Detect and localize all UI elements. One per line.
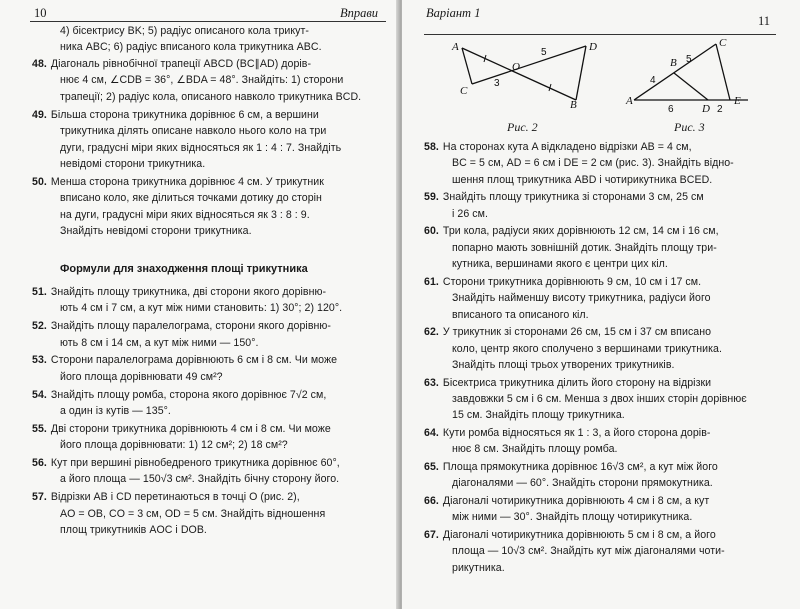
- problem-item: [32, 352, 392, 385]
- problem-number: 67.: [424, 529, 439, 541]
- figure-2-caption: Рис. 2: [507, 120, 538, 134]
- problem-item: [32, 387, 392, 420]
- problem-text-line: Відрізки AB і CD перетинаються в точці O (рис. 2),: [50, 491, 300, 504]
- problem-text-line: між ними — 30°. Знайдіть площу чотирикутника.: [452, 511, 693, 524]
- problem-text-line: Кути ромба відносяться як 1 : 3, а його сторона дорів-: [442, 427, 711, 439]
- page-number: 10: [34, 6, 47, 20]
- problem-number: 56.: [32, 457, 47, 469]
- problem-item: [424, 139, 796, 188]
- problem-text-line: Знайдіть площу ромба, сторона якого дорівнює 7√2 см,: [50, 388, 327, 401]
- problem-text-line: Знайдіть площі трьох утворених трикутників.: [452, 359, 675, 371]
- problem-text-line: на дуги, градусні міри яких відносяться як 3 : 8 : 9.: [60, 208, 310, 221]
- problem-number: 48.: [32, 58, 47, 70]
- problem-text-line: нює 8 см. Знайдіть площу ромба.: [452, 443, 618, 456]
- problem-text-line: попарно мають зовнішній дотик. Знайдіть площу три-: [452, 241, 717, 254]
- problem-text-line: Діагоналі чотирикутника дорівнюють 5 см і 8 см, а його: [442, 529, 716, 541]
- problem-text-line: ють 4 см і 7 см, а кут між ними становить: 1) 30°; 2) 120°.: [60, 302, 343, 315]
- problem-number: 59.: [424, 191, 439, 204]
- problem-number: 54.: [32, 388, 47, 401]
- label-d: D: [589, 41, 597, 53]
- running-header: Вправи: [340, 6, 379, 20]
- problem-text-line: Більша сторона трикутника дорівнює 6 см, а вершини: [50, 108, 319, 121]
- problem-number: 57.: [32, 491, 47, 504]
- problem-text-line: а один із кутів — 135°.: [60, 405, 171, 417]
- problem-item: [424, 375, 796, 424]
- length-ad: 6: [668, 104, 674, 112]
- problem-text-line: шення площ трикутника ABD і чотирикутника BCED.: [452, 173, 713, 186]
- label-o: O: [512, 61, 520, 73]
- problem-text-line: Діагоналі чотирикутника дорівнюють 4 см і 8 см, а кут: [442, 495, 710, 507]
- problem-number: 52.: [32, 320, 47, 333]
- problem-number: 49.: [32, 108, 47, 121]
- ray-ac: [634, 44, 716, 100]
- problem-text-line: невідомі сторони трикутника.: [60, 158, 206, 171]
- figure-3-caption: Рис. 3: [674, 120, 705, 134]
- problem-text-line: Знайдіть площу трикутника, дві сторони якого дорівню-: [50, 286, 327, 298]
- problem-text-line: рикутника.: [452, 561, 505, 574]
- problem-text-line: Знайдіть найменшу висоту трикутника, радіуси його: [452, 292, 711, 305]
- label-d: D: [702, 103, 710, 112]
- problem-text-line: Знайдіть площу трикутника зі сторонами 3 см, 25 см: [442, 191, 704, 204]
- problem-number: 58.: [424, 141, 439, 153]
- problem-text-line: AO = OB, CO = 3 см, OD = 5 см. Знайдіть відношення: [60, 507, 326, 520]
- problem-item: [32, 56, 392, 105]
- label-c: C: [719, 37, 727, 49]
- label-a: A: [452, 41, 459, 53]
- problem-number: 50.: [32, 176, 47, 188]
- label-b: B: [670, 57, 677, 69]
- problem-text-line: Бісектриса трикутника ділить його сторону на відрізки: [442, 376, 712, 389]
- figure-2: [448, 38, 598, 110]
- problem-text-line: кутника, вершинами якого є центри цих кіл.: [452, 258, 668, 271]
- problem-item: [32, 318, 392, 351]
- problem-item: [424, 324, 796, 373]
- problem-text-line: його площа дорівнювати 49 см²?: [60, 370, 223, 383]
- problem-item: [32, 455, 392, 488]
- header-rule: [30, 21, 386, 22]
- problem-item: [32, 284, 392, 317]
- problem-number: 55.: [32, 422, 47, 435]
- problem-text-line: і 26 см.: [452, 207, 488, 220]
- problem-text-line: Три кола, радіуси яких дорівнюють 12 см, 14 см і 16 см,: [442, 225, 719, 238]
- problem-text-line: У трикутник зі сторонами 26 см, 15 см і 37 см вписано: [442, 326, 712, 339]
- running-header: Варіант 1: [426, 6, 481, 20]
- continuation-text: 4) бісектрису BK; 5) радіус описаного кола трикут- ника ABC; 6) радіус вписаного кола трикутника ABC.: [60, 25, 322, 54]
- problem-text-line: вписаного та описаного кіл.: [452, 308, 589, 321]
- problem-text-line: площа — 10√3 см². Знайдіть кут між діагоналями чоти-: [452, 545, 725, 558]
- problem-text-line: площ трикутників AOC і DOB.: [60, 524, 207, 536]
- problem-number: 60.: [424, 225, 439, 238]
- length-bc: 5: [686, 54, 692, 65]
- segment-ce: [716, 44, 730, 100]
- problem-text-line: трикутника ділять описане навколо нього коло на три: [60, 125, 327, 138]
- length-co: 3: [494, 78, 500, 89]
- problem-text-line: коло, центр якого сполучено з вершинами трикутника.: [452, 342, 722, 355]
- problem-text-line: BC = 5 см, AD = 6 см і DE = 2 см (рис. 3). Знайдіть відно-: [452, 157, 734, 170]
- length-od: 5: [541, 47, 547, 58]
- problem-number: 65.: [424, 461, 439, 473]
- problem-item: [32, 107, 392, 173]
- section-title: Формули для знаходження площі трикутника: [60, 263, 308, 275]
- segment-db: [576, 46, 586, 100]
- problem-text-line: Сторони трикутника дорівнюють 9 см, 10 см і 17 см.: [442, 275, 702, 288]
- problem-item: [424, 527, 796, 576]
- problem-text-line: Дві сторони трикутника дорівнюють 4 см і 8 см. Чи може: [50, 422, 331, 435]
- figure-3: [624, 36, 770, 112]
- problem-text-line: ють 8 см і 14 см, а кут між ними — 150°.: [60, 336, 259, 349]
- problem-text-line: завдовжки 5 см і 6 см. Менша з двох інших сторін дорівнює: [452, 393, 747, 405]
- problem-text-line: Кут при вершині рівнобедреного трикутника дорівнює 60°,: [50, 457, 340, 469]
- problem-item: [424, 493, 796, 526]
- problem-item: [32, 421, 392, 454]
- problem-item: [424, 459, 796, 492]
- problem-text-line: дуги, градусні міри яких відносяться як 1 : 4 : 7. Знайдіть: [60, 141, 342, 154]
- length-de: 2: [717, 104, 723, 112]
- length-ab: 4: [650, 75, 656, 86]
- problem-text-line: а його площа — 150√3 см². Знайдіть бічну сторону його.: [60, 473, 340, 486]
- segment-bd: [674, 73, 708, 100]
- problem-number: 61.: [424, 275, 439, 288]
- label-b: B: [570, 99, 577, 110]
- problem-number: 53.: [32, 354, 47, 367]
- problem-item: [424, 223, 796, 272]
- problem-number: 64.: [424, 427, 439, 439]
- right-page: [402, 0, 800, 609]
- problem-text-line: діагоналями — 60°. Знайдіть сторони прямокутника.: [452, 477, 713, 490]
- problem-text-line: Знайдіть площу паралелограма, сторони якого дорівню-: [50, 320, 331, 333]
- problem-text-line: Знайдіть невідомі сторони трикутника.: [60, 225, 252, 238]
- problem-text-line: трапеції; 2) радіус кола, описаного навколо трикутника BCD.: [60, 90, 362, 103]
- problem-text-line: Діагональ рівнобічної трапеції ABCD (BC∥AD) дорів-: [50, 58, 312, 70]
- problem-text-line: нює 4 см, ∠CDB = 36°, ∠BDA = 48°. Знайдіть: 1) сторони: [60, 74, 344, 87]
- problem-text-line: вписано коло, яке ділиться точками дотику до сторін: [60, 192, 322, 205]
- segment-ab: [462, 48, 576, 100]
- label-c: C: [460, 85, 468, 97]
- problem-item: [424, 274, 796, 323]
- problem-item: [32, 174, 392, 240]
- page-number: 11: [758, 14, 771, 28]
- problem-number: 51.: [32, 286, 47, 298]
- problem-number: 66.: [424, 495, 439, 507]
- header-rule: [424, 34, 776, 35]
- problem-text-line: його площа дорівнювати: 1) 12 см²; 2) 18 см²?: [60, 439, 288, 452]
- problem-text-line: Менша сторона трикутника дорівнює 4 см. У трикутник: [50, 176, 324, 188]
- problem-item: [424, 189, 796, 222]
- problem-number: 62.: [424, 326, 439, 339]
- problem-item: [424, 425, 796, 458]
- problem-number: 63.: [424, 376, 439, 389]
- label-e: E: [734, 95, 741, 107]
- problem-text-line: Площа прямокутника дорівнює 16√3 см², а кут між його: [442, 461, 718, 473]
- problem-text-line: На сторонах кута A відкладено відрізки AB = 4 см,: [442, 141, 692, 153]
- segment-ac: [462, 48, 472, 84]
- label-a: A: [626, 95, 633, 107]
- problem-item: [32, 489, 392, 538]
- problem-text-line: Сторони паралелограма дорівнюють 6 см і 8 см. Чи може: [50, 354, 338, 367]
- problem-text-line: 15 см. Знайдіть площу трикутника.: [452, 409, 625, 422]
